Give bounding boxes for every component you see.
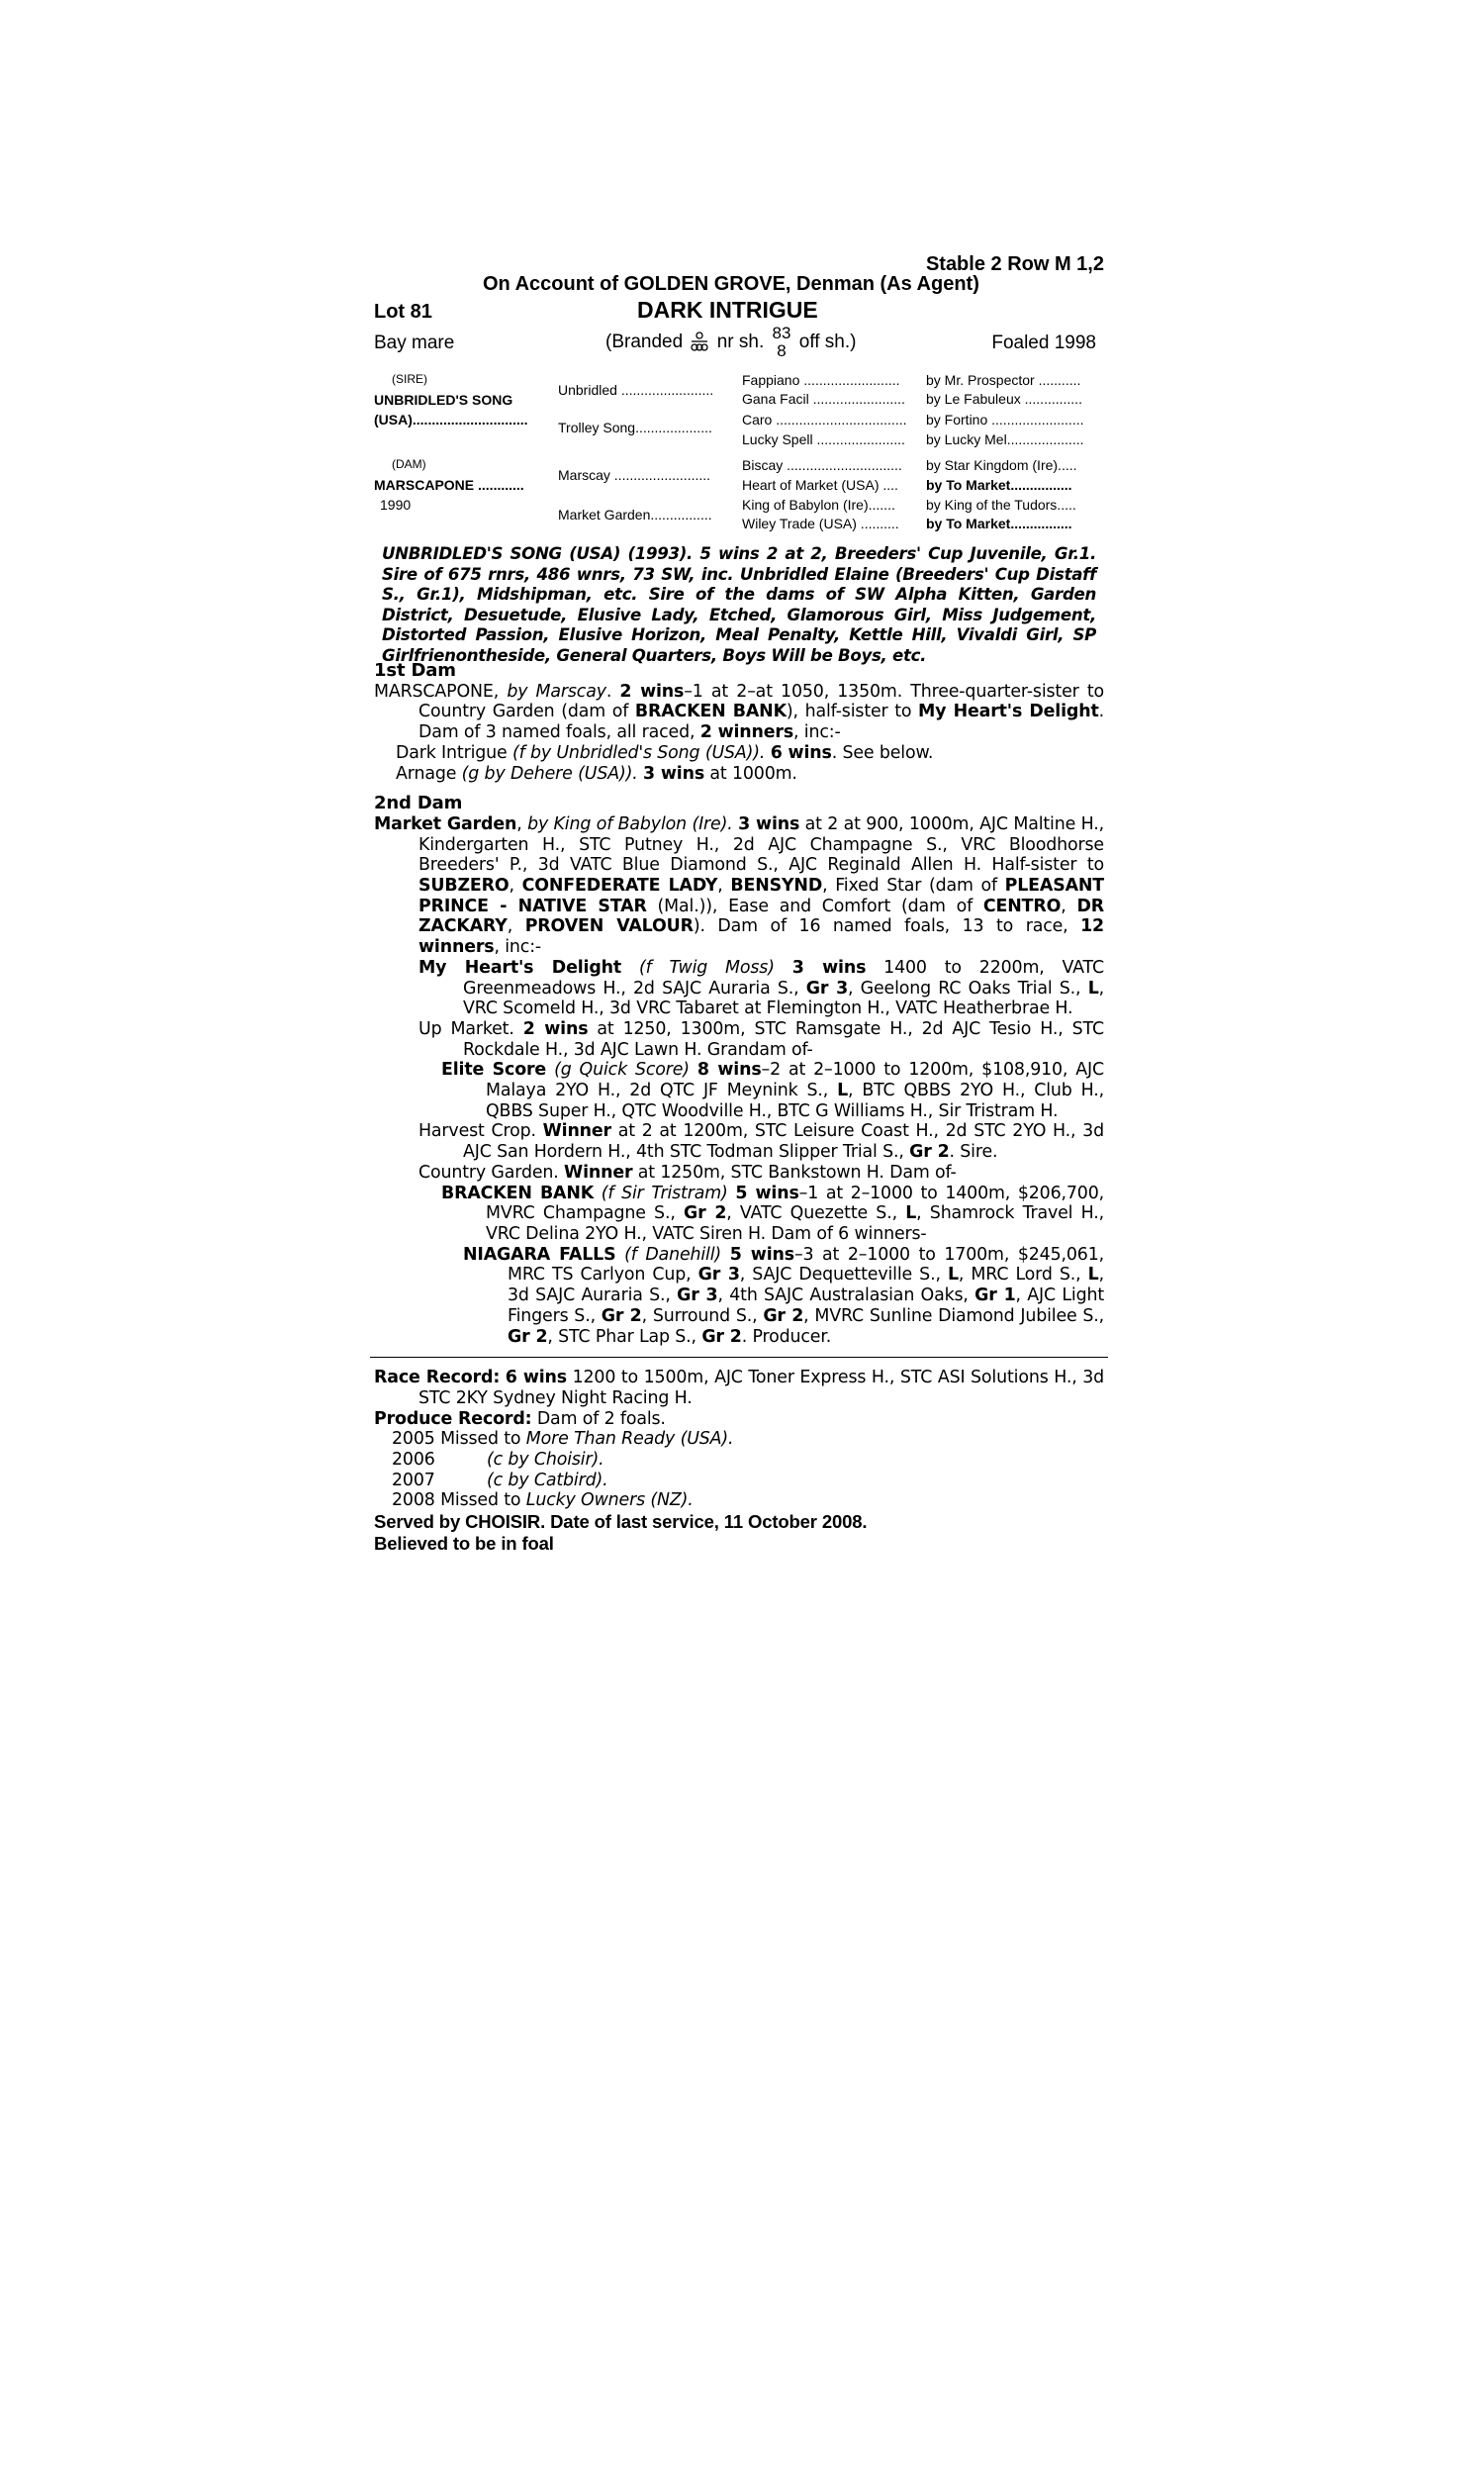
in-foal-note: Believed to be in foal (374, 1533, 554, 1555)
grade-gr3: Gr 3 (677, 1285, 718, 1306)
ped-gen4-5: by Star Kingdom (Ire)..... (926, 457, 1077, 473)
progeny-wins: Winner (564, 1162, 633, 1183)
race-record-wins: 6 wins (505, 1368, 567, 1388)
second-dam-text: ). Dam of 16 named foals, 13 to race, (693, 916, 1081, 937)
stable-location: Stable 2 Row M 1,2 (925, 253, 1104, 275)
progeny-text: –1 at 2–1000 to 1400m, $206,700, MVRC Champagne S., (486, 1183, 1104, 1224)
progeny-sire: (f Twig Moss) (638, 957, 775, 978)
ped-gen2-1: Unbridled ........................ (558, 382, 714, 398)
horse-sex: Bay mare (374, 333, 455, 353)
progeny-wins: Winner (542, 1121, 611, 1142)
grade-gr2: Gr 2 (909, 1142, 950, 1163)
foal-name: Arnage (396, 763, 457, 784)
produce-record-label: Produce Record: (374, 1408, 532, 1429)
relative-pleasant-prince: PLEASANT PRINCE - NATIVE STAR (418, 876, 1104, 916)
progeny-text: , SAJC Dequetteville S., (739, 1265, 948, 1285)
produce-year: 2005 (392, 1429, 435, 1450)
progeny-name: Harvest Crop. (418, 1121, 536, 1142)
vendor-line: On Account of GOLDEN GROVE, Denman (As Agent) (483, 273, 979, 295)
progeny-wins: 5 wins (729, 1244, 794, 1265)
produce-record-text: Dam of 2 foals. (531, 1408, 666, 1429)
produce-detail: (c by Choisir). (487, 1450, 604, 1471)
progeny-text: at 1250m, STC Bankstown H. Dam of- (632, 1162, 957, 1183)
brand-line (605, 325, 856, 360)
foaled-year: Foaled 1998 (991, 333, 1096, 353)
relative-proven-valour: PROVEN VALOUR (524, 916, 694, 937)
progeny-name: My Heart's Delight (418, 957, 622, 978)
relative-dr-zackary: DR ZACKARY (418, 896, 1104, 937)
progeny-wins: 8 wins (696, 1060, 762, 1081)
race-record-label: Race Record: (374, 1368, 501, 1388)
grade-gr2: Gr 2 (763, 1305, 804, 1326)
ped-gen4-2: by Le Fabuleux ............... (926, 391, 1082, 407)
progeny-up-market (374, 1019, 1104, 1060)
ped-gen3-2: Gana Facil ........................ (742, 391, 905, 407)
first-dam-wins: 2 wins (619, 681, 685, 702)
foal-desc: (f by Unbridled's Song (USA)). (511, 742, 766, 763)
grade-listed: L (1087, 1265, 1099, 1285)
ped-gen4-4: by Lucky Mel.................... (926, 431, 1084, 447)
grade-gr2: Gr 2 (508, 1326, 548, 1347)
pedigree-table (374, 370, 1104, 532)
ped-gen4-3: by Fortino ........................ (926, 412, 1084, 428)
progeny-text: , MVRC Sunline Diamond Jubilee S., (803, 1305, 1105, 1326)
progeny-my-hearts-delight (374, 958, 1104, 1019)
first-dam-text: ), half-sister to (786, 702, 919, 722)
sire-country: (USA).............................. (374, 412, 528, 428)
produce-note: Missed to (440, 1490, 521, 1511)
produce-year: 2008 (392, 1490, 435, 1511)
section-divider (370, 1357, 1108, 1358)
progeny-name: Up Market. (418, 1018, 514, 1039)
progeny-name: Country Garden. (418, 1162, 559, 1183)
produce-entry (374, 1490, 1104, 1511)
first-dam-heading: 1st Dam (374, 660, 456, 681)
first-dam-text: . Dam of 3 named foals, all raced, (418, 702, 1105, 743)
lot-number: Lot 81 (374, 301, 432, 323)
progeny-text: , AJC Light Fingers S., (508, 1285, 1104, 1326)
second-dam-text: at 2 at 900, 1000m, AJC Maltine H., Kindergarten H., STC Putney H., 2d AJC Champagne S., VRC Bloodhorse Breeders' P., 3d VATC Blue Diamond S., AJC Reginald Allen H. Half-sister to (418, 813, 1104, 876)
progeny-harvest-crop (374, 1121, 1104, 1162)
progeny-name: BRACKEN BANK (441, 1183, 595, 1203)
served-note: Served by CHOISIR. Date of last service, 11 October 2008. (374, 1511, 868, 1533)
progeny-text: , Geelong RC Oaks Trial S., (848, 978, 1088, 999)
first-dam-name: MARSCAPONE (374, 681, 494, 702)
ped-gen2-3: Marscay ......................... (558, 467, 711, 483)
foal-name: Dark Intrigue (396, 742, 508, 763)
brand-mark-icon (690, 331, 709, 354)
foal-wins: 3 wins (643, 763, 705, 784)
progeny-country-garden (374, 1163, 1104, 1184)
progeny-text: , MRC Lord S., (958, 1265, 1088, 1285)
sibling-bensynd: BENSYND (730, 876, 823, 897)
brand-prefix: (Branded (605, 332, 684, 353)
second-dam-text: , inc:- (494, 937, 542, 958)
foal-desc: (g by Dehere (USA)). (461, 763, 638, 784)
progeny-text: at 1250, 1300m, STC Ramsgate H., 2d AJC Tesio H., STC Rockdale H., 3d AJC Lawn H. Grandam of- (463, 1018, 1104, 1060)
second-dam-wins: 3 wins (738, 813, 800, 834)
progeny-sire: (f Danehill) (624, 1244, 722, 1265)
progeny-text: at 2 at 1200m, STC Leisure Coast H., 2d STC 2YO H., 3d AJC San Hordern H., 4th STC Todman Slipper Trial S., (463, 1121, 1104, 1163)
second-dam-name: Market Garden (374, 813, 517, 834)
produce-detail: More Than Ready (USA). (525, 1429, 734, 1450)
grade-listed: L (947, 1265, 959, 1285)
foal-wins: 6 wins (770, 742, 832, 763)
first-dam-entry: MARSCAPONE, by Marscay. 2 wins–1 at 2–at 1050, 1350m. Three-quarter-sister to Country Garden (dam of BRACKEN BANK), half-sister to My Heart's Delight. Dam of 3 named foals, all raced, 2 winners, inc:- (374, 681, 1105, 743)
produce-year: 2007 (392, 1470, 435, 1490)
grade-gr2: Gr 2 (601, 1305, 642, 1326)
horse-name: DARK INTRIGUE (637, 297, 818, 323)
grade-gr2: Gr 2 (683, 1203, 727, 1224)
brand-near-side: nr sh. (716, 332, 765, 353)
ped-gen3-8: Wiley Trade (USA) .......... (742, 516, 899, 531)
progeny-sire: (f Sir Tristram) (601, 1183, 728, 1203)
grade-gr3: Gr 3 (805, 978, 849, 999)
ped-gen2-4: Market Garden................ (558, 507, 712, 523)
foal-row (374, 743, 1104, 764)
dam-label: (DAM) (392, 457, 426, 471)
produce-year: 2006 (392, 1450, 435, 1471)
progeny-text: , 3d SAJC Auraria S., (508, 1265, 1104, 1306)
sire-name: UNBRIDLED'S SONG (374, 392, 513, 408)
ped-gen3-4: Lucky Spell ....................... (742, 431, 905, 447)
brand-off-side: off sh.) (798, 332, 857, 353)
grandprogeny-elite-score (374, 1060, 1104, 1121)
sibling-subzero: SUBZERO (418, 876, 510, 897)
sibling-confederate-lady: CONFEDERATE LADY (521, 876, 718, 897)
grade-gr3: Gr 3 (697, 1265, 740, 1285)
first-dam-mhd: My Heart's Delight (918, 702, 1099, 722)
ped-gen4-8: by To Market................ (926, 516, 1072, 531)
produce-detail: (c by Catbird). (487, 1470, 608, 1490)
ped-gen4-7: by King of the Tudors..... (926, 497, 1076, 513)
race-record (374, 1368, 1104, 1408)
grade-gr2: Gr 2 (701, 1326, 742, 1347)
progeny-text: , Surround S., (641, 1305, 764, 1326)
progeny-wins: 5 wins (735, 1183, 799, 1203)
progeny-text: , BTC QBBS 2YO H., Club H., QBBS Super H., QTC Woodville H., BTC G Williams H., Sir Tristram H. (486, 1081, 1104, 1121)
progeny-text: , STC Phar Lap S., (547, 1326, 702, 1347)
sire-label: (SIRE) (392, 372, 427, 386)
foal-rest: . See below. (831, 742, 934, 763)
produce-entry (374, 1450, 1104, 1471)
first-dam-text: , inc:- (793, 722, 841, 743)
progeny-text: 1400 to 2200m, VATC Greenmeadows H., 2d SAJC Auraria S., (463, 957, 1104, 999)
produce-entry (374, 1429, 1104, 1450)
relative-centro: CENTRO (982, 896, 1062, 916)
ped-gen3-6: Heart of Market (USA) .... (742, 477, 898, 493)
progeny-wins: 2 wins (522, 1018, 589, 1039)
produce-detail: Lucky Owners (NZ). (525, 1490, 694, 1511)
progeny-sire: (g Quick Score) (554, 1060, 690, 1081)
grade-listed: L (837, 1081, 849, 1101)
progeny-wins: 3 wins (791, 957, 867, 978)
ped-gen4-6: by To Market................ (926, 477, 1072, 493)
progeny-text: , Shamrock Travel H., VRC Delina 2YO H., VATC Siren H. Dam of 6 winners- (486, 1203, 1105, 1244)
second-dam-winners: 12 winners (418, 916, 1105, 958)
progeny-text: –3 at 2–1000 to 1700m, $245,061, MRC TS Carlyon Cup, (508, 1244, 1104, 1285)
brand-num-bottom: 8 (777, 341, 787, 360)
first-dam-winners: 2 winners (699, 722, 794, 743)
foal-row (374, 764, 1104, 785)
grandprogeny-bracken-bank (374, 1184, 1104, 1245)
first-dam-bracken: BRACKEN BANK (634, 702, 787, 722)
grade-listed: L (905, 1203, 917, 1224)
sire-summary: UNBRIDLED'S SONG (USA) (1993). 5 wins 2 at 2, Breeders' Cup Juvenile, Gr.1. Sire of 675 rnrs, 486 wnrs, 73 SW, inc. Unbridled Elaine (Breeders' Cup Distaff S., Gr.1), Midshipman, etc. Sire of the dams of SW Alpha Kitten, Garden District, Desuetude, Elusive Lady, Etched, Glamorous Girl, Miss Judgement, Distorted Passion, Elusive Horizon, Meal Penalty, Kettle Hill, Vivaldi Girl, SP Girlfrienontheside, General Quarters, Boys Will be Boys, etc. (382, 544, 1096, 665)
ped-gen3-1: Fappiano ......................... (742, 372, 900, 388)
progeny-name: NIAGARA FALLS (463, 1244, 616, 1265)
grade-gr1: Gr 1 (974, 1285, 1016, 1306)
foal-rest: at 1000m. (704, 763, 797, 784)
progeny-text: –2 at 2–1000 to 1200m, $108,910, AJC Malaya 2YO H., 2d QTC JF Meynink S., (486, 1060, 1105, 1101)
produce-note: Missed to (440, 1429, 521, 1450)
brand-num-top: 83 (772, 324, 791, 342)
first-dam-sire: by Marscay (507, 681, 606, 702)
produce-record (374, 1409, 1104, 1430)
ped-gen4-1: by Mr. Prospector ........... (926, 372, 1081, 388)
ped-gen3-7: King of Babylon (Ire)....... (742, 497, 895, 513)
second-dam-text: (Mal.)), Ease and Comfort (dam of (646, 896, 983, 916)
ped-gen2-2: Trolley Song.................... (558, 420, 712, 435)
grade-listed: L (1087, 978, 1099, 999)
first-dam-text: –1 at 2–at 1050, 1350m. Three-quarter-sister to Country Garden (dam of (418, 681, 1104, 722)
greatgrandprogeny-niagara-falls (374, 1245, 1104, 1348)
produce-entry (374, 1471, 1104, 1491)
progeny-text: . Sire. (949, 1142, 998, 1163)
progeny-text: . Producer. (741, 1326, 832, 1347)
progeny-text: , 4th SAJC Australasian Oaks, (717, 1285, 975, 1306)
dam-year: 1990 (380, 497, 412, 513)
progeny-text: , VATC Quezette S., (726, 1203, 906, 1224)
progeny-name: Elite Score (441, 1060, 547, 1081)
second-dam-entry: Market Garden, by King of Babylon (Ire). 3 wins at 2 at 900, 1000m, AJC Maltine H., Kindergarten H., STC Putney H., 2d AJC Champagne S., VRC Bloodhorse Breeders' P., 3d VATC Blue Diamond S., AJC Reginald Allen H. Half-sister to SUBZERO, CONFEDERATE LADY, BENSYND, Fixed Star (dam of PLEASANT PRINCE - NATIVE STAR (Mal.)), Ease and Comfort (dam of CENTRO, DR ZACKARY, PROVEN VALOUR). Dam of 16 named foals, 13 to race, 12 winners, inc:- (374, 813, 1105, 958)
second-dam-text: , Fixed Star (dam of (822, 876, 1005, 897)
dam-name: MARSCAPONE ............ (374, 477, 524, 493)
catalogue-body (374, 661, 1104, 1555)
brand-off-number (773, 325, 791, 360)
ped-gen3-5: Biscay .............................. (742, 457, 902, 473)
second-dam-sire: by King of Babylon (Ire). (527, 813, 733, 834)
progeny-text: , VRC Scomeld H., 3d VRC Tabaret at Flemington H., VATC Heatherbrae H. (463, 978, 1105, 1019)
ped-gen3-3: Caro .................................. (742, 412, 907, 428)
race-record-text: 1200 to 1500m, AJC Toner Express H., STC ASI Solutions H., 3d STC 2KY Sydney Night Racing H. (418, 1368, 1104, 1408)
second-dam-heading: 2nd Dam (374, 793, 463, 814)
